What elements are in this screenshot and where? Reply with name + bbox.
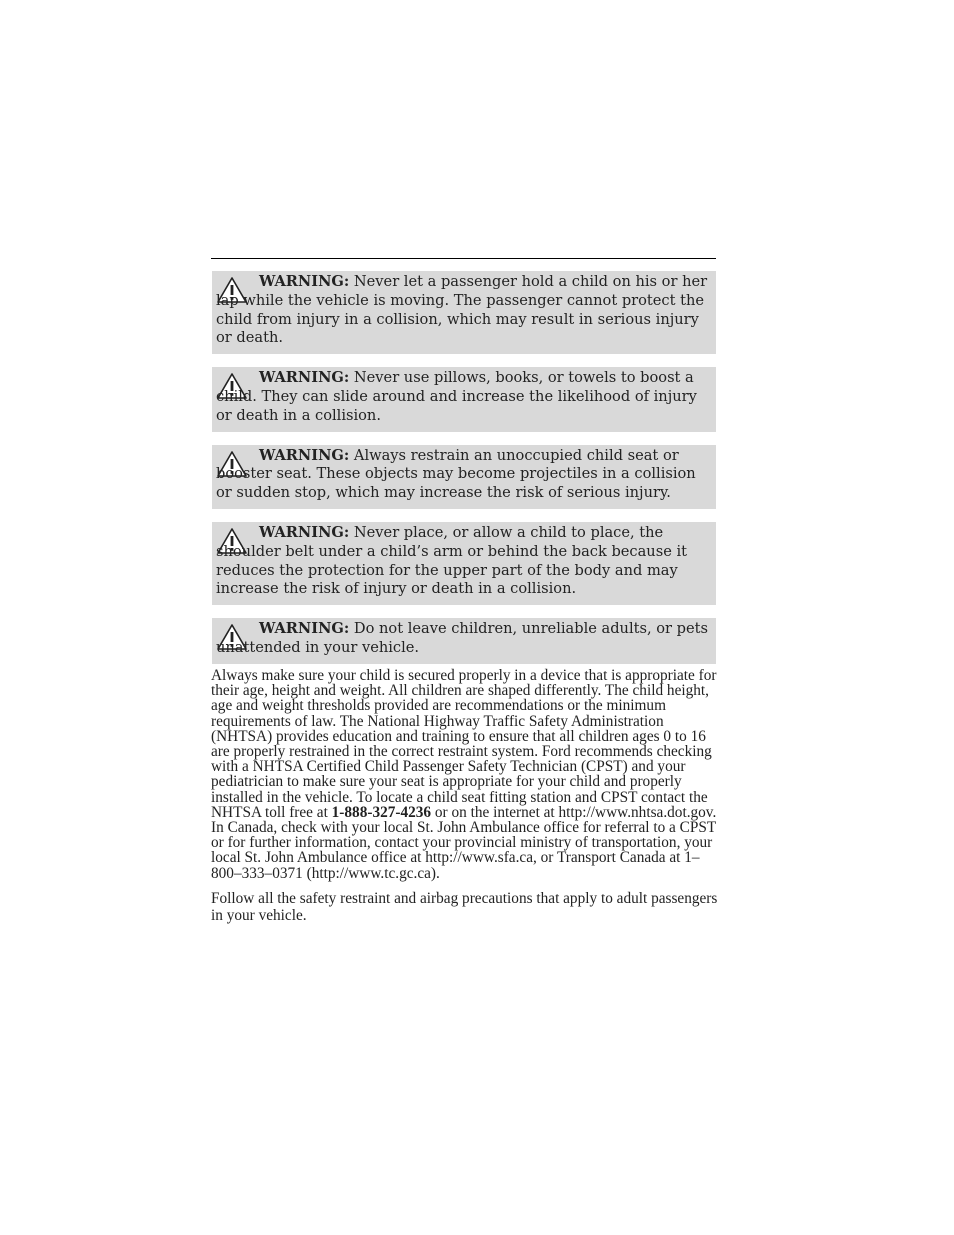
warning-box — [212, 618, 716, 664]
body-paragraph-text: or on the internet at http://www.nhtsa.dot.gov. In Canada, check with your local St. John Ambulance office for referral to a CPST or for further information, contact your provincial ministry of transportation, your local St. John Ambulance office at http://www.sfa.ca, or Transport Canada at 1–800–333–0371 (http://www.tc.gc.ca). — [211, 803, 717, 882]
warning-text — [216, 447, 710, 503]
warning-heading: WARNING: — [259, 523, 350, 541]
body-paragraph — [211, 668, 721, 881]
warning-list — [212, 271, 716, 677]
warning-text — [216, 620, 710, 658]
warning-box — [212, 522, 716, 605]
body-paragraph: Follow all the safety restraint and airbag precautions that apply to adult passengers in your vehicle. — [211, 889, 718, 925]
warning-text — [216, 369, 710, 425]
warning-message: Do not leave children, unreliable adults, or pets unattended in your vehicle. — [216, 620, 708, 656]
warning-message: Never use pillows, books, or towels to boost a child. They can slide around and increase the likelihood of injury or death in a collision. — [216, 369, 697, 424]
warning-message: Always restrain an unoccupied child seat or booster seat. These objects may become projectiles in a collision or sudden stop, which may increase the risk of serious injury. — [216, 446, 696, 502]
warning-text — [216, 524, 710, 599]
body-text — [211, 668, 721, 934]
warning-heading: WARNING: — [259, 273, 350, 290]
section-divider — [211, 258, 716, 259]
warning-heading: WARNING: — [259, 369, 350, 387]
warning-message: Never let a passenger hold a child on his or her lap while the vehicle is moving. The passenger cannot protect the child from injury in a collision, which may result in serious injury or death. — [216, 273, 708, 347]
warning-box — [212, 367, 716, 431]
warning-heading: WARNING: — [259, 620, 350, 638]
warning-heading: WARNING: — [259, 446, 350, 464]
warning-text — [216, 273, 710, 348]
warning-box — [212, 445, 716, 509]
body-paragraph-text: Always make sure your child is secured properly in a device that is appropriate for their age, height and weight. All children are shaped differently. The child height, age and weight thresholds provided are recommendations or the minimum requirements of law. The National Highway Traffic Safety Administration (NHTSA) provides education and training to ensure that all children ages 0 to 16 are properly restrained in the correct restraint system. Ford recommends checking with a NHTSA Certified Child Passenger Safety Technician (CPST) and your pediatrician to make sure your seat is appropriate for your child and properly installed in the vehicle. To locate a child seat fitting station and CPST contact the NHTSA toll free at — [211, 667, 717, 821]
warning-box — [212, 271, 716, 354]
warning-message: Never place, or allow a child to place, the shoulder belt under a child’s arm or behind the back because it reduces the protection for the upper part of the body and may increase the risk of injury or death in a collision. — [216, 523, 687, 598]
phone-number: 1-888-327-4236 — [331, 803, 432, 821]
